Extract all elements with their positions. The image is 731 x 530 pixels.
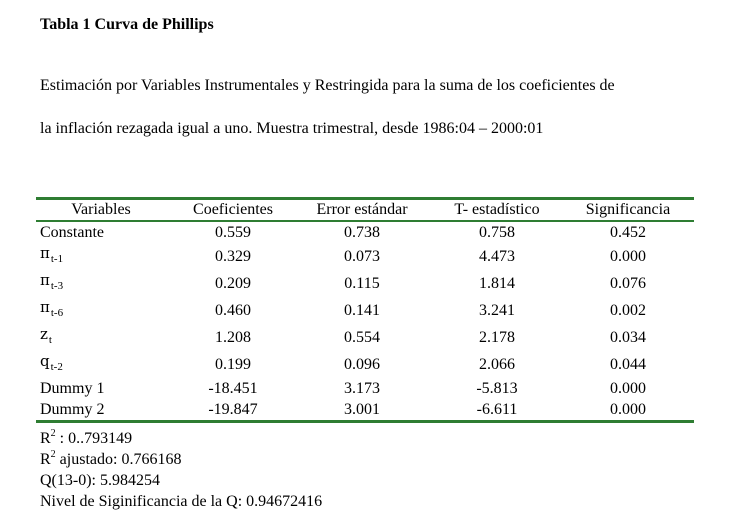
regression-table — [36, 197, 694, 423]
cell-t-statistic: 1.814 — [479, 274, 515, 292]
cell-coefficient: 0.199 — [215, 355, 251, 373]
cell-variable: Constante — [40, 223, 104, 241]
table-row — [36, 297, 694, 324]
cell-variable: $\pi_{t-3}$ — [40, 270, 64, 292]
table-row — [36, 243, 694, 270]
column-header-variables: Variables — [71, 201, 131, 218]
adjusted-r-squared-line: $R^2$ ajustado: 0.766168 — [40, 449, 182, 468]
cell-variable: $z_t$ — [40, 324, 52, 346]
cell-variable: $\pi_{t-1}$ — [40, 243, 64, 265]
cell-significance: 0.000 — [610, 247, 646, 265]
cell-standard-error: 0.554 — [344, 328, 380, 346]
cell-t-statistic: 0.758 — [479, 223, 515, 241]
cell-t-statistic: -6.611 — [476, 400, 518, 418]
cell-standard-error: 0.738 — [344, 223, 380, 241]
cell-significance: 0.002 — [610, 301, 646, 319]
column-header-t-statistic: T- estadístico — [454, 201, 540, 218]
cell-variable: Dummy 1 — [40, 379, 105, 397]
table-row — [36, 378, 694, 399]
r-squared-line: $R^2$ : 0..793149 — [40, 428, 133, 447]
table-row — [36, 324, 694, 351]
cell-t-statistic: 2.066 — [479, 355, 515, 373]
table-row — [36, 222, 694, 243]
cell-standard-error: 0.096 — [344, 355, 380, 373]
cell-t-statistic: 4.473 — [479, 247, 515, 265]
table-header-row — [36, 200, 694, 220]
cell-significance: 0.452 — [610, 223, 646, 241]
cell-significance: 0.000 — [610, 400, 646, 418]
cell-t-statistic: 3.241 — [479, 301, 515, 319]
regression-statistics — [40, 428, 322, 512]
table-bottom-rule — [36, 420, 694, 423]
cell-standard-error: 3.173 — [344, 379, 380, 397]
column-header-coefficients: Coeficientes — [193, 201, 273, 218]
cell-t-statistic: -5.813 — [476, 379, 518, 397]
cell-standard-error: 3.001 — [344, 400, 380, 418]
cell-coefficient: -19.847 — [208, 400, 258, 418]
cell-coefficient: 1.208 — [215, 328, 251, 346]
cell-standard-error: 0.141 — [344, 301, 380, 319]
cell-significance: 0.000 — [610, 379, 646, 397]
table-row — [36, 351, 694, 378]
cell-coefficient: 0.460 — [215, 301, 251, 319]
cell-standard-error: 0.115 — [344, 274, 380, 292]
cell-significance: 0.076 — [610, 274, 646, 292]
cell-variable: Dummy 2 — [40, 400, 105, 418]
cell-t-statistic: 2.178 — [479, 328, 515, 346]
column-header-standard-error: Error estándar — [316, 201, 408, 218]
cell-significance: 0.034 — [610, 328, 646, 346]
cell-significance: 0.044 — [610, 355, 646, 373]
cell-coefficient: 0.559 — [215, 223, 251, 241]
q-significance-line: Nivel de Siginificancia de la Q: 0.94672416 — [40, 493, 323, 510]
cell-coefficient: 0.209 — [215, 274, 251, 292]
q-statistic-line: Q(13-0): 5.984254 — [40, 472, 160, 489]
table-title: Tabla 1 Curva de Phillips — [40, 16, 214, 33]
cell-coefficient: -18.451 — [208, 379, 258, 397]
description-line-1: Estimación por Variables Instrumentales y Restringida para la suma de los coeficientes de — [40, 77, 615, 94]
cell-variable: $\pi_{t-6}$ — [40, 297, 64, 319]
cell-variable: $q_{t-2}$ — [40, 351, 63, 373]
table-row — [36, 399, 694, 420]
cell-standard-error: 0.073 — [344, 247, 380, 265]
table-row — [36, 270, 694, 297]
cell-coefficient: 0.329 — [215, 247, 251, 265]
column-header-significance: Significancia — [585, 201, 671, 218]
description-line-2: la inflación rezagada igual a uno. Muestra trimestral, desde 1986:04 – 2000:01 — [40, 120, 544, 137]
